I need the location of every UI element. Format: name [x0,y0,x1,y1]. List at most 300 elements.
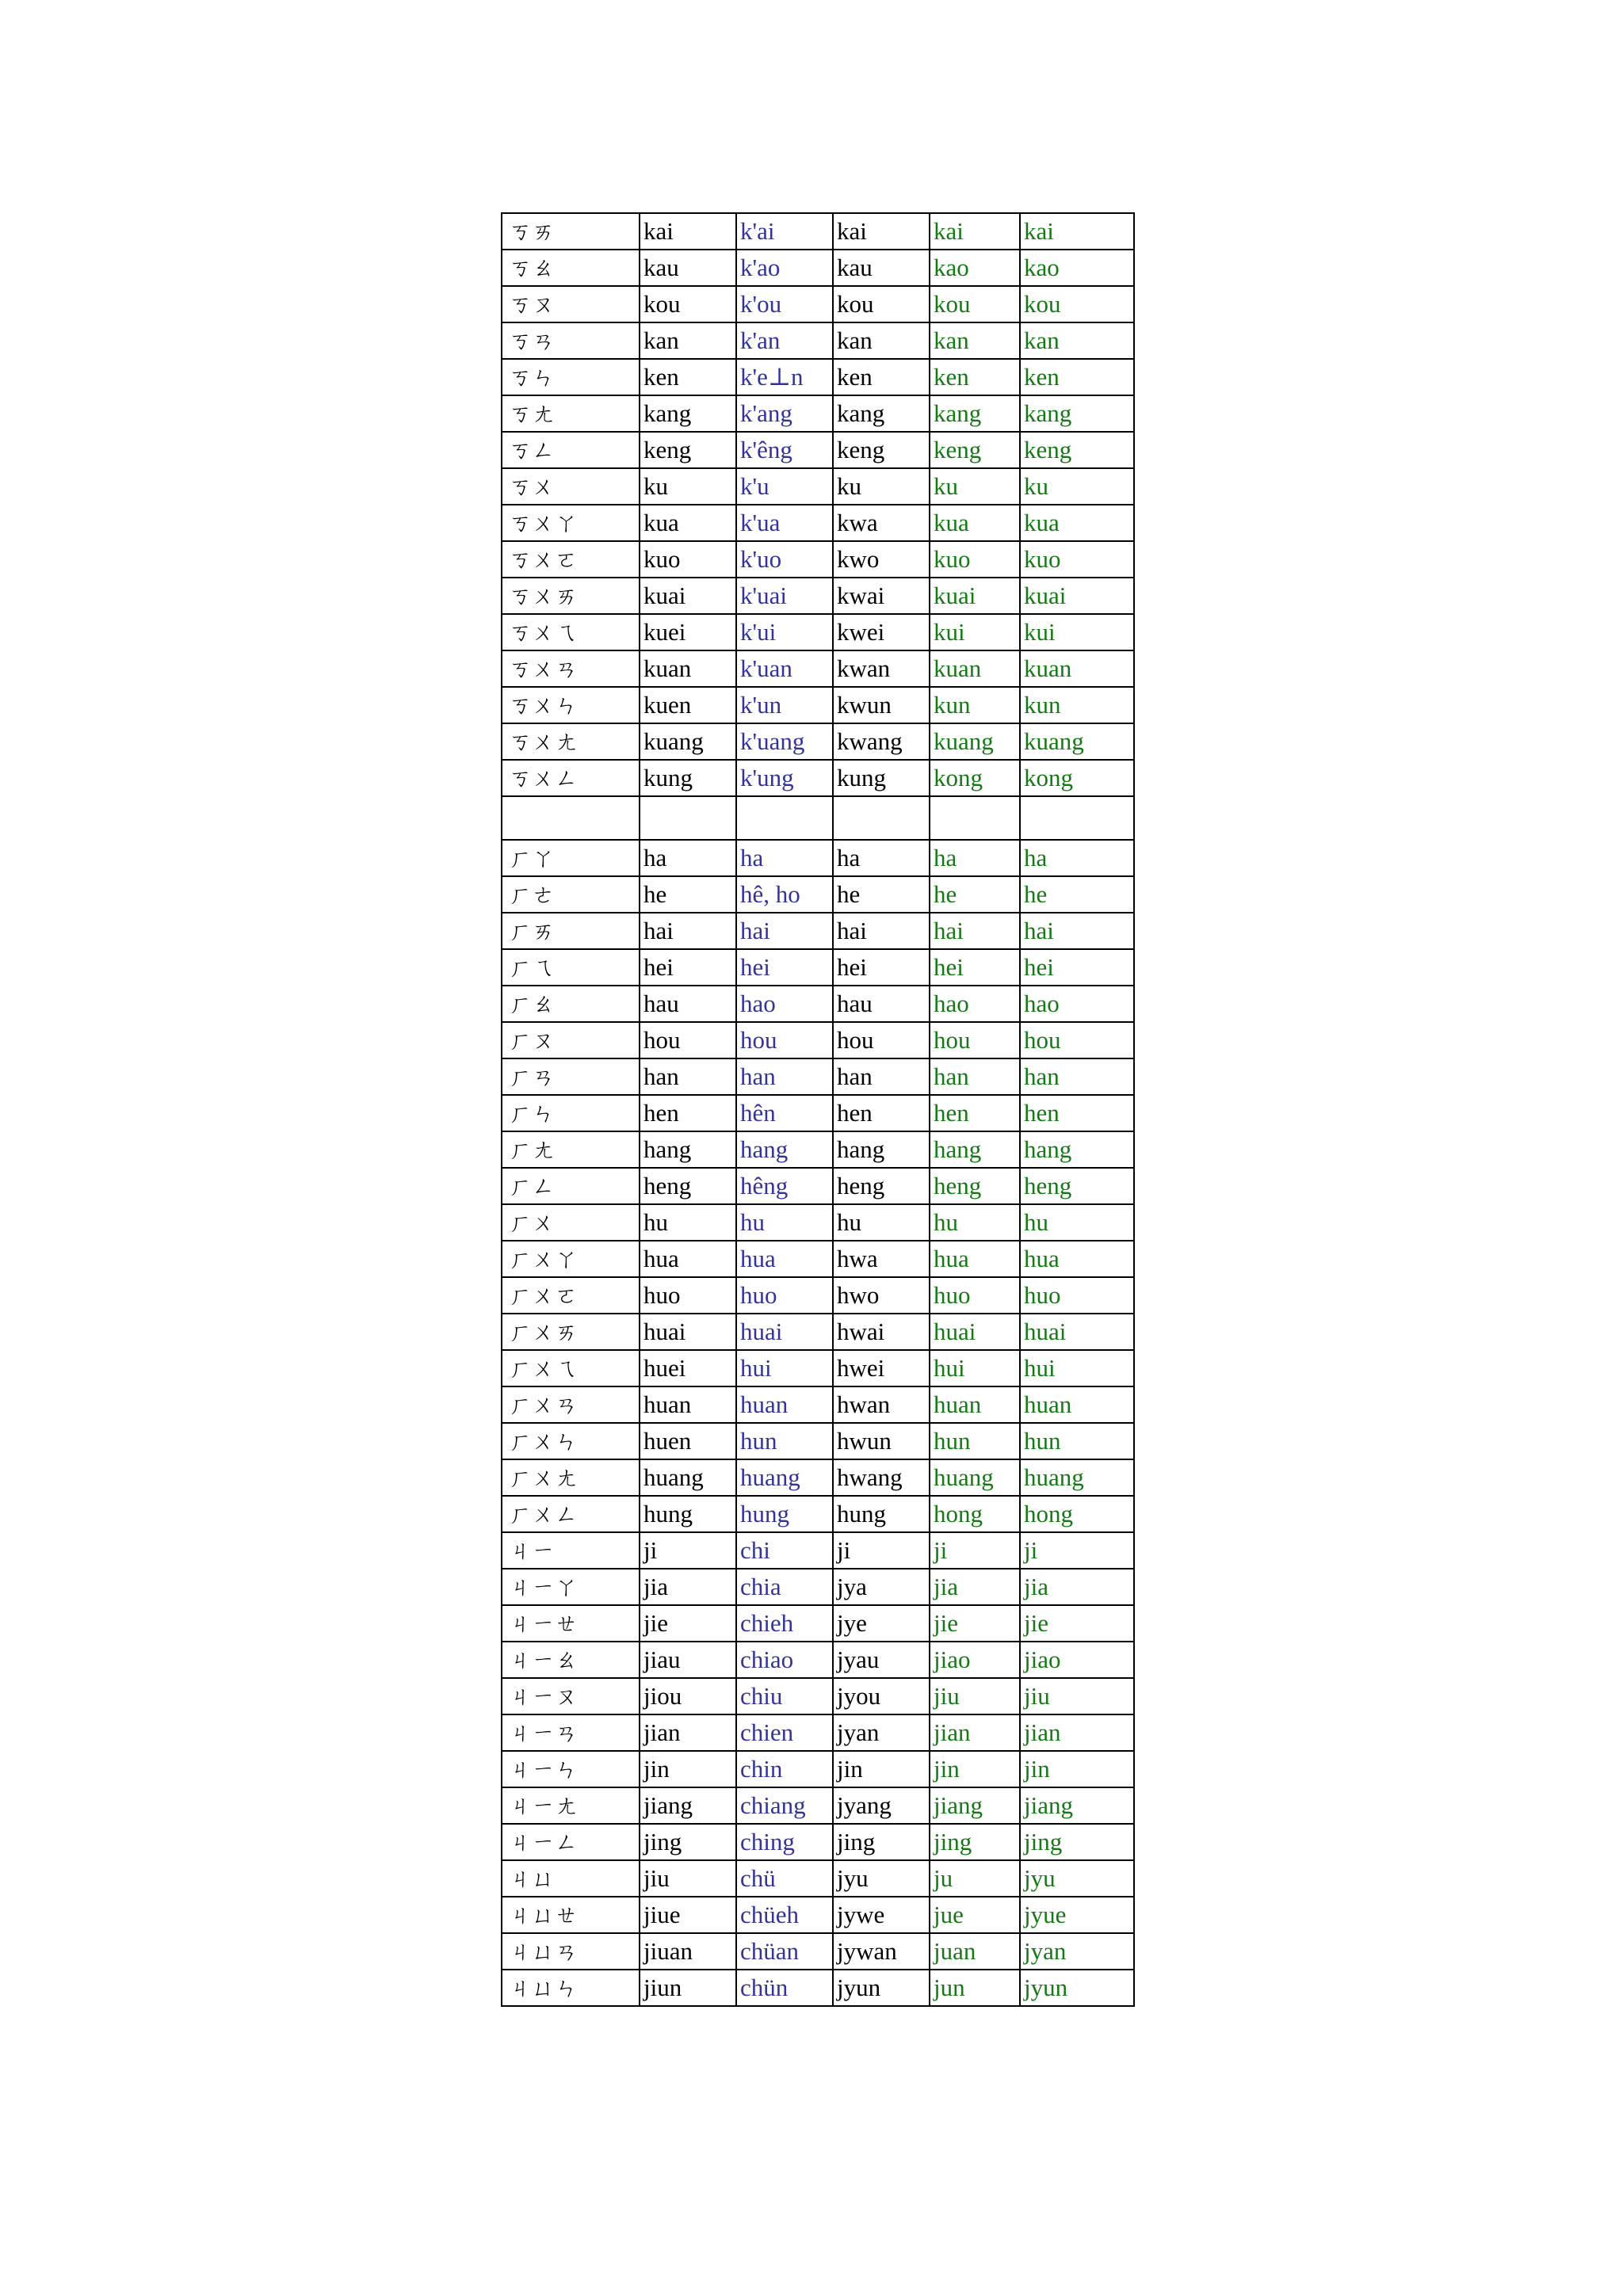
gwoyeu-romatzyh-cell: kan [640,322,736,359]
tongyong-pinyin-cell: kun [1020,687,1134,723]
wade-giles-cell: k'ou [736,286,833,322]
hanyu-pinyin-cell: jue [930,1897,1020,1933]
tongyong-pinyin-cell: kuan [1020,650,1134,687]
gwoyeu-romatzyh-cell: kai [640,213,736,250]
yale-cell: hwan [833,1386,930,1423]
gwoyeu-romatzyh-cell [640,796,736,840]
yale-cell: jya [833,1569,930,1605]
gwoyeu-romatzyh-cell: kuei [640,614,736,650]
gwoyeu-romatzyh-cell: he [640,876,736,913]
wade-giles-cell: hou [736,1022,833,1058]
table-row [502,1642,1134,1678]
hanyu-pinyin-cell: huo [930,1277,1020,1314]
gwoyeu-romatzyh-cell: hau [640,986,736,1022]
tongyong-pinyin-cell: jie [1020,1605,1134,1642]
yale-cell: kwun [833,687,930,723]
yale-cell: kwa [833,505,930,541]
zhuyin-cell [502,796,640,840]
gwoyeu-romatzyh-cell: jian [640,1714,736,1751]
tongyong-pinyin-cell [1020,796,1134,840]
tongyong-pinyin-cell: hong [1020,1496,1134,1532]
gwoyeu-romatzyh-cell: huo [640,1277,736,1314]
hanyu-pinyin-cell: hu [930,1204,1020,1241]
gwoyeu-romatzyh-cell: kung [640,760,736,796]
tongyong-pinyin-cell: hun [1020,1423,1134,1459]
wade-giles-cell: k'uai [736,578,833,614]
hanyu-pinyin-cell: hun [930,1423,1020,1459]
tongyong-pinyin-cell: han [1020,1058,1134,1095]
yale-cell: hang [833,1131,930,1168]
gwoyeu-romatzyh-cell: keng [640,432,736,468]
hanyu-pinyin-cell: ji [930,1532,1020,1569]
hanyu-pinyin-cell: jiu [930,1678,1020,1714]
hanyu-pinyin-cell: jun [930,1970,1020,2006]
table-row [502,1314,1134,1350]
tongyong-pinyin-cell: jia [1020,1569,1134,1605]
zhuyin-cell: ㄐㄧㄡ [502,1678,640,1714]
wade-giles-cell: chiu [736,1678,833,1714]
gwoyeu-romatzyh-cell: jiau [640,1642,736,1678]
zhuyin-cell: ㄎㄥ [502,432,640,468]
table-row [502,1131,1134,1168]
zhuyin-cell: ㄏㄚ [502,840,640,876]
gwoyeu-romatzyh-cell: hai [640,913,736,949]
wade-giles-cell: chü [736,1860,833,1897]
zhuyin-cell: ㄎㄣ [502,359,640,395]
zhuyin-cell: ㄐㄧㄣ [502,1751,640,1787]
yale-cell: jywe [833,1897,930,1933]
gwoyeu-romatzyh-cell: huen [640,1423,736,1459]
yale-cell: hwa [833,1241,930,1277]
yale-cell: hung [833,1496,930,1532]
zhuyin-cell: ㄐㄩ [502,1860,640,1897]
zhuyin-cell: ㄐㄩㄣ [502,1970,640,2006]
gwoyeu-romatzyh-cell: huang [640,1459,736,1496]
gwoyeu-romatzyh-cell: jin [640,1751,736,1787]
tongyong-pinyin-cell: jing [1020,1824,1134,1860]
hanyu-pinyin-cell: hang [930,1131,1020,1168]
hanyu-pinyin-cell: huai [930,1314,1020,1350]
zhuyin-cell: ㄎㄢ [502,322,640,359]
table-row [502,578,1134,614]
yale-cell: jyang [833,1787,930,1824]
zhuyin-cell: ㄐㄧㄢ [502,1714,640,1751]
table-row [502,614,1134,650]
tongyong-pinyin-cell: ku [1020,468,1134,505]
table-row [502,322,1134,359]
hanyu-pinyin-cell: jia [930,1569,1020,1605]
zhuyin-cell: ㄏㄨㄤ [502,1459,640,1496]
tongyong-pinyin-cell: keng [1020,432,1134,468]
wade-giles-cell: huai [736,1314,833,1350]
tongyong-pinyin-cell: he [1020,876,1134,913]
zhuyin-cell: ㄐㄧㄠ [502,1642,640,1678]
gwoyeu-romatzyh-cell: kuen [640,687,736,723]
zhuyin-cell: ㄎㄨㄢ [502,650,640,687]
wade-giles-cell: chiao [736,1642,833,1678]
hanyu-pinyin-cell: huang [930,1459,1020,1496]
hanyu-pinyin-cell: jin [930,1751,1020,1787]
table-row [502,1277,1134,1314]
wade-giles-cell: k'uang [736,723,833,760]
hanyu-pinyin-cell: hao [930,986,1020,1022]
tongyong-pinyin-cell: jin [1020,1751,1134,1787]
gwoyeu-romatzyh-cell: ha [640,840,736,876]
zhuyin-cell: ㄏㄠ [502,986,640,1022]
yale-cell: ku [833,468,930,505]
table-row [502,1204,1134,1241]
gwoyeu-romatzyh-cell: ku [640,468,736,505]
tongyong-pinyin-cell: huan [1020,1386,1134,1423]
hanyu-pinyin-cell: hen [930,1095,1020,1131]
hanyu-pinyin-cell [930,796,1020,840]
table-row [502,1241,1134,1277]
yale-cell: hu [833,1204,930,1241]
yale-cell: kwan [833,650,930,687]
yale-cell: hei [833,949,930,986]
gwoyeu-romatzyh-cell: jiang [640,1787,736,1824]
wade-giles-cell: chin [736,1751,833,1787]
gwoyeu-romatzyh-cell: ji [640,1532,736,1569]
tongyong-pinyin-cell: hao [1020,986,1134,1022]
table-row [502,1569,1134,1605]
hanyu-pinyin-cell: hei [930,949,1020,986]
wade-giles-cell: chi [736,1532,833,1569]
table-row [502,541,1134,578]
yale-cell: jyou [833,1678,930,1714]
tongyong-pinyin-cell: hui [1020,1350,1134,1386]
wade-giles-cell: hêng [736,1168,833,1204]
yale-cell: kung [833,760,930,796]
gwoyeu-romatzyh-cell: heng [640,1168,736,1204]
tongyong-pinyin-cell: ji [1020,1532,1134,1569]
gwoyeu-romatzyh-cell: jiuan [640,1933,736,1970]
table-row [502,359,1134,395]
wade-giles-cell: hai [736,913,833,949]
gwoyeu-romatzyh-cell: hen [640,1095,736,1131]
tongyong-pinyin-cell: kuo [1020,541,1134,578]
yale-cell: kwei [833,614,930,650]
gwoyeu-romatzyh-cell: jie [640,1605,736,1642]
zhuyin-cell: ㄏㄨ [502,1204,640,1241]
wade-giles-cell: k'an [736,322,833,359]
zhuyin-cell: ㄎㄨㄟ [502,614,640,650]
wade-giles-cell: k'ai [736,213,833,250]
gwoyeu-romatzyh-cell: hou [640,1022,736,1058]
wade-giles-cell: k'êng [736,432,833,468]
zhuyin-cell: ㄐㄧㄝ [502,1605,640,1642]
table-row [502,1897,1134,1933]
tongyong-pinyin-cell: kou [1020,286,1134,322]
wade-giles-cell: chiang [736,1787,833,1824]
gwoyeu-romatzyh-cell: hei [640,949,736,986]
wade-giles-cell: k'ao [736,250,833,286]
zhuyin-cell: ㄎㄨㄤ [502,723,640,760]
table-row [502,1824,1134,1860]
table-row [502,1386,1134,1423]
table-row [502,1532,1134,1569]
zhuyin-cell: ㄎㄨㄚ [502,505,640,541]
hanyu-pinyin-cell: kua [930,505,1020,541]
wade-giles-cell: k'ung [736,760,833,796]
wade-giles-cell: chün [736,1970,833,2006]
tongyong-pinyin-cell: huang [1020,1459,1134,1496]
yale-cell: kai [833,213,930,250]
yale-cell: ken [833,359,930,395]
zhuyin-cell: ㄎㄨㄞ [502,578,640,614]
tongyong-pinyin-cell: huai [1020,1314,1134,1350]
wade-giles-cell: han [736,1058,833,1095]
wade-giles-cell: huo [736,1277,833,1314]
gwoyeu-romatzyh-cell: kou [640,286,736,322]
zhuyin-cell: ㄎㄨㄥ [502,760,640,796]
table-row [502,650,1134,687]
hanyu-pinyin-cell: hai [930,913,1020,949]
gwoyeu-romatzyh-cell: ken [640,359,736,395]
hanyu-pinyin-cell: kan [930,322,1020,359]
table-row [502,1933,1134,1970]
table-row [502,1678,1134,1714]
wade-giles-cell: huang [736,1459,833,1496]
table-row [502,213,1134,250]
gwoyeu-romatzyh-cell: huan [640,1386,736,1423]
tongyong-pinyin-cell: kai [1020,213,1134,250]
gwoyeu-romatzyh-cell: kau [640,250,736,286]
tongyong-pinyin-cell: hu [1020,1204,1134,1241]
hanyu-pinyin-cell: kui [930,614,1020,650]
hanyu-pinyin-cell: huan [930,1386,1020,1423]
hanyu-pinyin-cell: kuan [930,650,1020,687]
tongyong-pinyin-cell: hai [1020,913,1134,949]
table-row [502,840,1134,876]
zhuyin-cell: ㄎㄨㄣ [502,687,640,723]
yale-cell: keng [833,432,930,468]
yale-cell: jye [833,1605,930,1642]
hanyu-pinyin-cell: kong [930,760,1020,796]
yale-cell: kwo [833,541,930,578]
yale-cell: han [833,1058,930,1095]
gwoyeu-romatzyh-cell: kuan [640,650,736,687]
tongyong-pinyin-cell: kong [1020,760,1134,796]
yale-cell: ji [833,1532,930,1569]
tongyong-pinyin-cell: jyan [1020,1933,1134,1970]
yale-cell: jyau [833,1642,930,1678]
zhuyin-cell: ㄐㄧㄤ [502,1787,640,1824]
tongyong-pinyin-cell: kuai [1020,578,1134,614]
tongyong-pinyin-cell: ha [1020,840,1134,876]
wade-giles-cell: k'ua [736,505,833,541]
zhuyin-cell: ㄏㄣ [502,1095,640,1131]
table-body [502,213,1134,2006]
tongyong-pinyin-cell: kang [1020,395,1134,432]
tongyong-pinyin-cell: jyun [1020,1970,1134,2006]
tongyong-pinyin-cell: hei [1020,949,1134,986]
yale-cell: kwai [833,578,930,614]
tongyong-pinyin-cell: kan [1020,322,1134,359]
wade-giles-cell: k'un [736,687,833,723]
wade-giles-cell: hao [736,986,833,1022]
yale-cell: kau [833,250,930,286]
hanyu-pinyin-cell: he [930,876,1020,913]
zhuyin-cell: ㄐㄧ [502,1532,640,1569]
table-row [502,505,1134,541]
hanyu-pinyin-cell: hui [930,1350,1020,1386]
wade-giles-cell [736,796,833,840]
yale-cell: jing [833,1824,930,1860]
gwoyeu-romatzyh-cell: kuai [640,578,736,614]
hanyu-pinyin-cell: ju [930,1860,1020,1897]
hanyu-pinyin-cell: ku [930,468,1020,505]
zhuyin-cell: ㄏㄨㄛ [502,1277,640,1314]
hanyu-pinyin-cell: kun [930,687,1020,723]
hanyu-pinyin-cell: kai [930,213,1020,250]
zhuyin-cell: ㄐㄧㄥ [502,1824,640,1860]
hanyu-pinyin-cell: hong [930,1496,1020,1532]
zhuyin-cell: ㄎㄤ [502,395,640,432]
table-row [502,286,1134,322]
zhuyin-cell: ㄏㄥ [502,1168,640,1204]
zhuyin-cell: ㄎㄨ [502,468,640,505]
gwoyeu-romatzyh-cell: jia [640,1569,736,1605]
wade-giles-cell: huan [736,1386,833,1423]
yale-cell: kwang [833,723,930,760]
wade-giles-cell: chüan [736,1933,833,1970]
gwoyeu-romatzyh-cell: jing [640,1824,736,1860]
hanyu-pinyin-cell: jing [930,1824,1020,1860]
zhuyin-cell: ㄎㄨㄛ [502,541,640,578]
gwoyeu-romatzyh-cell: huai [640,1314,736,1350]
gwoyeu-romatzyh-cell: kang [640,395,736,432]
zhuyin-cell: ㄏㄨㄞ [502,1314,640,1350]
gwoyeu-romatzyh-cell: kuo [640,541,736,578]
table-row [502,432,1134,468]
gwoyeu-romatzyh-cell: han [640,1058,736,1095]
zhuyin-cell: ㄏㄤ [502,1131,640,1168]
wade-giles-cell: k'uo [736,541,833,578]
yale-cell: he [833,876,930,913]
hanyu-pinyin-cell: kuang [930,723,1020,760]
hanyu-pinyin-cell: heng [930,1168,1020,1204]
gwoyeu-romatzyh-cell: jiun [640,1970,736,2006]
wade-giles-cell: chüeh [736,1897,833,1933]
tongyong-pinyin-cell: jiao [1020,1642,1134,1678]
tongyong-pinyin-cell: jian [1020,1714,1134,1751]
yale-cell: kou [833,286,930,322]
tongyong-pinyin-cell: hou [1020,1022,1134,1058]
gwoyeu-romatzyh-cell: hung [640,1496,736,1532]
tongyong-pinyin-cell: huo [1020,1277,1134,1314]
yale-cell: kan [833,322,930,359]
yale-cell: jin [833,1751,930,1787]
yale-cell: jywan [833,1933,930,1970]
wade-giles-cell: hên [736,1095,833,1131]
zhuyin-cell: ㄏㄜ [502,876,640,913]
yale-cell: kang [833,395,930,432]
hanyu-pinyin-cell: han [930,1058,1020,1095]
tongyong-pinyin-cell: kui [1020,614,1134,650]
yale-cell: heng [833,1168,930,1204]
hanyu-pinyin-cell: jiang [930,1787,1020,1824]
hanyu-pinyin-cell: juan [930,1933,1020,1970]
table-row [502,1058,1134,1095]
table-row [502,1970,1134,2006]
yale-cell: hai [833,913,930,949]
gwoyeu-romatzyh-cell: kua [640,505,736,541]
table-row [502,1168,1134,1204]
zhuyin-cell: ㄐㄩㄝ [502,1897,640,1933]
table-row [502,468,1134,505]
table-row [502,796,1134,840]
hanyu-pinyin-cell: kou [930,286,1020,322]
wade-giles-cell: chieh [736,1605,833,1642]
table-row [502,1860,1134,1897]
yale-cell: hwei [833,1350,930,1386]
yale-cell: jyan [833,1714,930,1751]
tongyong-pinyin-cell: hang [1020,1131,1134,1168]
table-row [502,1350,1134,1386]
hanyu-pinyin-cell: jiao [930,1642,1020,1678]
hanyu-pinyin-cell: ken [930,359,1020,395]
wade-giles-cell: hu [736,1204,833,1241]
wade-giles-cell: k'u [736,468,833,505]
gwoyeu-romatzyh-cell: kuang [640,723,736,760]
tongyong-pinyin-cell: jiang [1020,1787,1134,1824]
table-row [502,1714,1134,1751]
zhuyin-cell: ㄏㄨㄢ [502,1386,640,1423]
yale-cell: hen [833,1095,930,1131]
table-row [502,1022,1134,1058]
zhuyin-cell: ㄎㄡ [502,286,640,322]
tongyong-pinyin-cell: kua [1020,505,1134,541]
zhuyin-cell: ㄎㄠ [502,250,640,286]
tongyong-pinyin-cell: kuang [1020,723,1134,760]
hanyu-pinyin-cell: hua [930,1241,1020,1277]
romanization-table [501,212,1135,2007]
yale-cell [833,796,930,840]
tongyong-pinyin-cell: jyue [1020,1897,1134,1933]
tongyong-pinyin-cell: kao [1020,250,1134,286]
wade-giles-cell: hei [736,949,833,986]
wade-giles-cell: hui [736,1350,833,1386]
hanyu-pinyin-cell: jian [930,1714,1020,1751]
yale-cell: hwai [833,1314,930,1350]
gwoyeu-romatzyh-cell: jiue [640,1897,736,1933]
yale-cell: hau [833,986,930,1022]
hanyu-pinyin-cell: kuo [930,541,1020,578]
zhuyin-cell: ㄏㄨㄣ [502,1423,640,1459]
hanyu-pinyin-cell: kang [930,395,1020,432]
gwoyeu-romatzyh-cell: jiu [640,1860,736,1897]
wade-giles-cell: hua [736,1241,833,1277]
yale-cell: hou [833,1022,930,1058]
yale-cell: hwang [833,1459,930,1496]
table-row [502,1095,1134,1131]
table-row [502,687,1134,723]
wade-giles-cell: hê, ho [736,876,833,913]
wade-giles-cell: chia [736,1569,833,1605]
table-row [502,1751,1134,1787]
wade-giles-cell: hung [736,1496,833,1532]
tongyong-pinyin-cell: hen [1020,1095,1134,1131]
tongyong-pinyin-cell: hua [1020,1241,1134,1277]
wade-giles-cell: ha [736,840,833,876]
zhuyin-cell: ㄏㄞ [502,913,640,949]
table-row [502,760,1134,796]
gwoyeu-romatzyh-cell: jiou [640,1678,736,1714]
table-row [502,395,1134,432]
yale-cell: hwo [833,1277,930,1314]
hanyu-pinyin-cell: kuai [930,578,1020,614]
